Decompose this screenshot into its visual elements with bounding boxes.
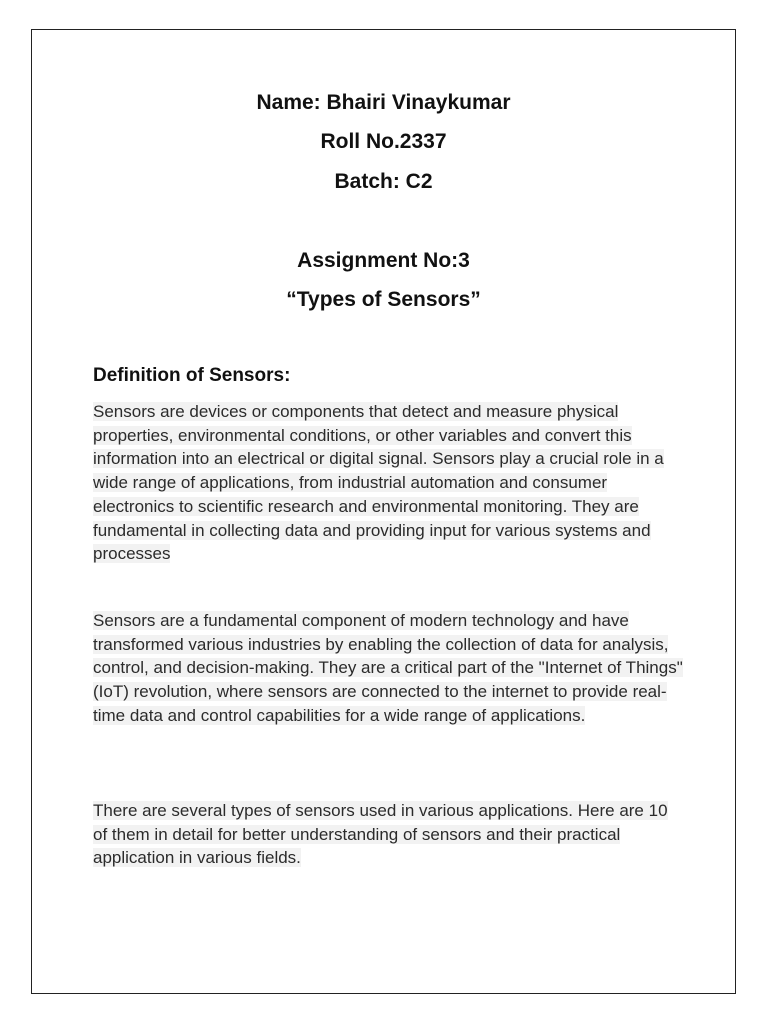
paragraph-text: There are several types of sensors used in various applications. Here are 10 of them in detail for better understanding of sensors and their practical application in various fields.: [93, 801, 668, 868]
roll-number: Roll No.2337: [320, 130, 447, 153]
assignment-number: Assignment No:3: [297, 249, 470, 272]
section-heading: Definition of Sensors:: [93, 365, 291, 386]
paragraph-text: Sensors are devices or components that detect and measure physical properties, environmental conditions, or other variables and convert this information into an electrical or digital signal. Sensors play a crucial role in a wide range of applications, from industrial automation and consumer electronics to scientific research and environmental monitoring. They are fundamental in collecting data and providing input for various systems and processes: [93, 402, 664, 564]
student-name: Name: Bhairi Vinaykumar: [256, 91, 511, 114]
paragraph-sensor-types: [93, 799, 683, 870]
paragraph-definition: [93, 400, 683, 566]
batch: Batch: C2: [334, 170, 433, 193]
document-title: “Types of Sensors”: [286, 288, 481, 311]
paragraph-modern-technology: [93, 609, 683, 728]
paragraph-text: Sensors are a fundamental component of modern technology and have transformed various industries by enabling the collection of data for analysis, control, and decision-making. They are a critical part of the "Internet of Things" (IoT) revolution, where sensors are connected to the internet to provide real-time data and control capabilities for a wide range of applications.: [93, 611, 683, 725]
